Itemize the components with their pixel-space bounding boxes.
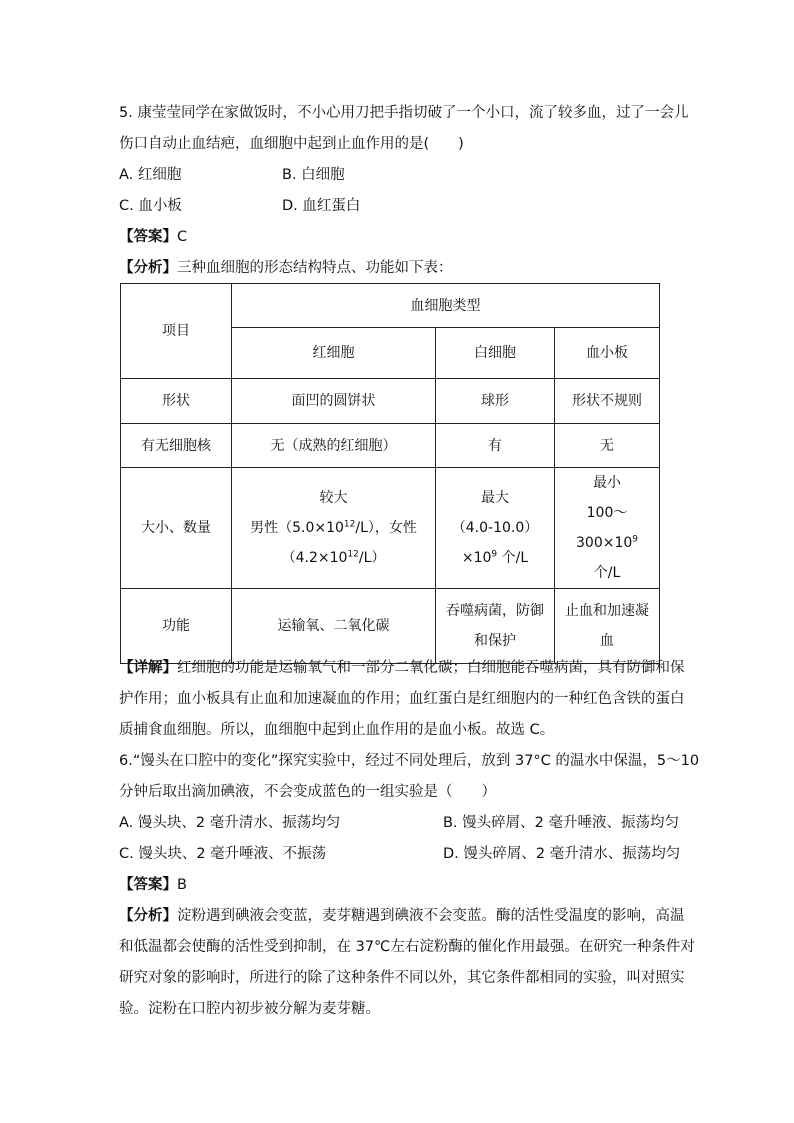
size-wbc-unit: 个/L	[497, 550, 529, 566]
blood-cell-table	[120, 283, 660, 664]
q5-option-c: C. 血小板	[119, 198, 182, 214]
size-rbc-female-value: （4.2×10	[281, 550, 348, 566]
analysis-text: 三种血细胞的形态结构特点、功能如下表：	[177, 260, 453, 276]
size-wbc-line-2: （4.0-10.0）	[451, 520, 539, 536]
q6-analysis-line-1	[119, 906, 685, 926]
size-rbc-female-unit: /L）	[358, 550, 386, 566]
q5-stem-line-1: 5. 康莹莹同学在家做饭时，不小心用刀把手指切破了一个小口，流了较多血，过了一会儿	[119, 105, 689, 121]
function-wbc-line-2: 和保护	[474, 633, 516, 649]
detail-text-1: 红细胞的功能是运输氧气和一部分二氧化碳；白细胞能吞噬病菌，具有防御和保	[177, 660, 685, 676]
q6-stem-line-2: 分钟后取出滴加碘液，不会变成蓝色的一组实验是（ ）	[119, 784, 496, 800]
q5-answer	[119, 227, 187, 247]
size-plt	[555, 468, 660, 589]
row-function-label: 功能	[121, 589, 232, 664]
size-rbc-female-exp: 12	[347, 549, 359, 560]
size-plt-line-3: 个/L	[593, 565, 621, 581]
analysis-label: 【分析】	[119, 260, 177, 276]
function-rbc: 运输氧、二氧化碳	[232, 589, 436, 664]
size-rbc	[232, 468, 436, 589]
shape-rbc: 面凹的圆饼状	[232, 379, 436, 424]
header-cell-type: 血细胞类型	[232, 284, 660, 328]
answer-label: 【答案】	[119, 877, 177, 893]
header-item: 项目	[121, 284, 232, 379]
q5-detail-line-1	[119, 658, 685, 678]
q6-answer	[119, 875, 187, 895]
size-plt-range: 100～300×10	[576, 505, 633, 551]
nucleus-rbc: 无（成熟的红细胞）	[232, 424, 436, 468]
q5-option-a: A. 红细胞	[119, 167, 182, 183]
analysis-label: 【分析】	[119, 908, 177, 924]
size-rbc-line-3	[236, 543, 431, 573]
size-rbc-male-exp: 12	[343, 519, 356, 530]
detail-label: 【详解】	[119, 660, 177, 676]
size-rbc-line-2	[236, 513, 431, 543]
q6-option-b: B. 馒头碎屑、2 毫升唾液、振荡均匀	[443, 815, 679, 831]
function-wbc	[436, 589, 555, 664]
q6-analysis-line-4: 验。淀粉在口腔内初步被分解为麦芽糖。	[119, 1001, 380, 1017]
q5-detail-line-3: 质捕食血细胞。所以，血细胞中起到止血作用的是血小板。故选 C。	[119, 722, 555, 738]
q5-analysis	[119, 258, 453, 278]
size-wbc	[436, 468, 555, 589]
q5-stem-line-2: 伤口自动止血结疤，血细胞中起到止血作用的是( )	[119, 136, 464, 152]
function-plt	[555, 589, 660, 664]
answer-value: C	[177, 229, 188, 245]
function-plt-line-2: 血	[600, 633, 614, 649]
q5-detail-line-2: 护作用；血小板具有止血和加速凝血的作用；血红蛋白是红细胞内的一种红色含铁的蛋白	[119, 691, 685, 707]
size-wbc-exp: 9	[491, 549, 498, 560]
analysis-text-1: 淀粉遇到碘液会变蓝，麦芽糖遇到碘液不会变蓝。酶的活性受温度的影响，高温	[177, 908, 685, 924]
answer-label: 【答案】	[119, 229, 177, 245]
answer-value: B	[177, 877, 187, 893]
shape-wbc: 球形	[436, 379, 555, 424]
header-plt: 血小板	[555, 328, 660, 379]
row-shape-label: 形状	[121, 379, 232, 424]
q6-analysis-line-2: 和低温都会使酶的活性受到抑制，在 37℃左右淀粉酶的催化作用最强。在研究一种条件对	[119, 939, 695, 955]
size-rbc-line-1: 较大	[319, 490, 348, 506]
q6-stem-line-1: 6.“馒头在口腔中的变化”探究实验中，经过不同处理后，放到 37°C 的温水中保温，5～10	[119, 753, 700, 769]
size-plt-line-2	[559, 498, 655, 558]
size-rbc-female: /L），女性	[355, 520, 417, 536]
q6-analysis-line-3: 研究对象的影响时，所进行的除了这种条件不同以外，其它条件都相同的实验，叫对照实	[119, 970, 685, 986]
size-rbc-male: 男性（5.0×10	[250, 520, 344, 536]
header-rbc: 红细胞	[232, 328, 436, 379]
header-wbc: 白细胞	[436, 328, 555, 379]
size-plt-line-1: 最小	[593, 475, 621, 491]
size-wbc-line-1: 最大	[481, 490, 509, 506]
size-plt-exp: 9	[632, 534, 639, 545]
q5-option-d: D. 血红蛋白	[282, 198, 361, 214]
row-size-label: 大小、数量	[121, 468, 232, 589]
q6-option-c: C. 馒头块、2 毫升唾液、不振荡	[119, 846, 327, 862]
nucleus-wbc: 有	[436, 424, 555, 468]
nucleus-plt: 无	[555, 424, 660, 468]
shape-plt: 形状不规则	[555, 379, 660, 424]
q6-option-d: D. 馒头碎屑、2 毫升清水、振荡均匀	[443, 846, 681, 862]
q5-option-b: B. 白细胞	[282, 167, 345, 183]
size-wbc-mult: ×10	[461, 550, 492, 566]
row-nucleus-label: 有无细胞核	[121, 424, 232, 468]
function-wbc-line-1: 吞噬病菌，防御	[446, 603, 544, 619]
function-plt-line-1: 止血和加速凝	[565, 603, 649, 619]
q6-option-a: A. 馒头块、2 毫升清水、振荡均匀	[119, 815, 341, 831]
size-wbc-line-3	[440, 543, 550, 573]
